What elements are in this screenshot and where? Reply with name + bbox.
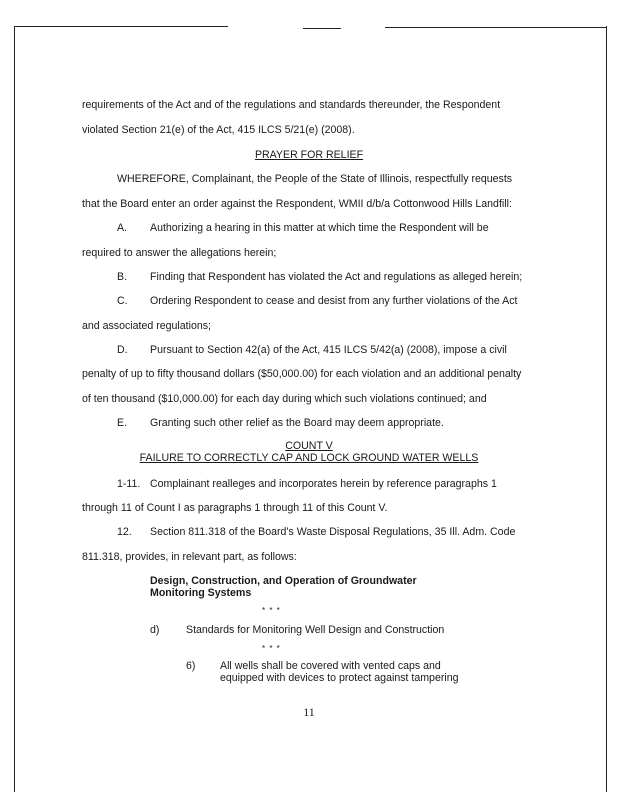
item-b-line-1: Finding that Respondent has violated the Act and regulations as alleged herein;	[150, 271, 523, 283]
quote-item-d-text: Standards for Monitoring Well Design and Construction	[186, 624, 445, 636]
quote-item-6-line-2: equipped with devices to protect against tampering	[220, 672, 459, 684]
paragraph-12-line-1: Section 811.318 of the Board's Waste Disposal Regulations, 35 Ill. Adm. Code	[150, 526, 516, 538]
continuation-line-1: requirements of the Act and of the regulations and standards thereunder, the Respondent	[82, 99, 501, 111]
scan-border-top-mid	[303, 28, 341, 29]
quote-ellipsis-1: * * *	[262, 606, 281, 615]
item-e-line-1: Granting such other relief as the Board may deem appropriate.	[150, 417, 444, 429]
item-d-line-3: of ten thousand ($10,000.00) for each day during which such violations continued; and	[82, 393, 487, 405]
item-d-line-2: penalty of up to fifty thousand dollars ($50,000.00) for each violation and an additional penalty	[82, 368, 522, 380]
item-e-letter: E.	[117, 417, 128, 429]
quote-item-6-line-1: All wells shall be covered with vented caps and	[220, 660, 441, 672]
quote-item-6-label: 6)	[186, 660, 196, 672]
quote-heading-line-2: Monitoring Systems	[150, 587, 252, 599]
prayer-heading: PRAYER FOR RELIEF	[254, 149, 364, 161]
item-d-letter: D.	[117, 344, 128, 356]
item-a-letter: A.	[117, 222, 128, 234]
prayer-intro-line-1: WHEREFORE, Complainant, the People of the State of Illinois, respectfully requests	[117, 173, 513, 185]
item-c-letter: C.	[117, 295, 128, 307]
scan-border-left	[14, 26, 15, 792]
scan-border-right	[606, 26, 607, 792]
quote-heading-line-1: Design, Construction, and Operation of Groundwater	[150, 575, 417, 587]
quote-item-d-label: d)	[150, 624, 160, 636]
continuation-line-2: violated Section 21(e) of the Act, 415 ILCS 5/21(e) (2008).	[82, 124, 355, 136]
item-b-letter: B.	[117, 271, 128, 283]
item-a-line-1: Authorizing a hearing in this matter at which time the Respondent will be	[150, 222, 489, 234]
scan-border-top-left	[14, 26, 228, 27]
count-number: COUNT V	[285, 440, 333, 452]
paragraph-1-11-line-2: through 11 of Count I as paragraphs 1 through 11 of this Count V.	[82, 502, 388, 514]
paragraph-1-11-number: 1-11.	[117, 478, 141, 490]
paragraph-12-line-2: 811.318, provides, in relevant part, as follows:	[82, 551, 297, 563]
item-d-line-1: Pursuant to Section 42(a) of the Act, 415 ILCS 5/42(a) (2008), impose a civil	[150, 344, 507, 356]
item-a-line-2: required to answer the allegations herein;	[82, 247, 277, 259]
count-title: FAILURE TO CORRECTLY CAP AND LOCK GROUND WATER WELLS	[139, 452, 479, 464]
scan-border-top-right	[385, 27, 607, 28]
quote-ellipsis-2: * * *	[262, 644, 281, 653]
item-c-line-2: and associated regulations;	[82, 320, 211, 332]
prayer-intro-line-2: that the Board enter an order against the Respondent, WMII d/b/a Cottonwood Hills Landfill:	[82, 198, 512, 210]
item-c-line-1: Ordering Respondent to cease and desist from any further violations of the Act	[150, 295, 518, 307]
page-number: 11	[303, 705, 315, 719]
paragraph-12-number: 12.	[117, 526, 132, 538]
paragraph-1-11-line-1: Complainant realleges and incorporates herein by reference paragraphs 1	[150, 478, 497, 490]
